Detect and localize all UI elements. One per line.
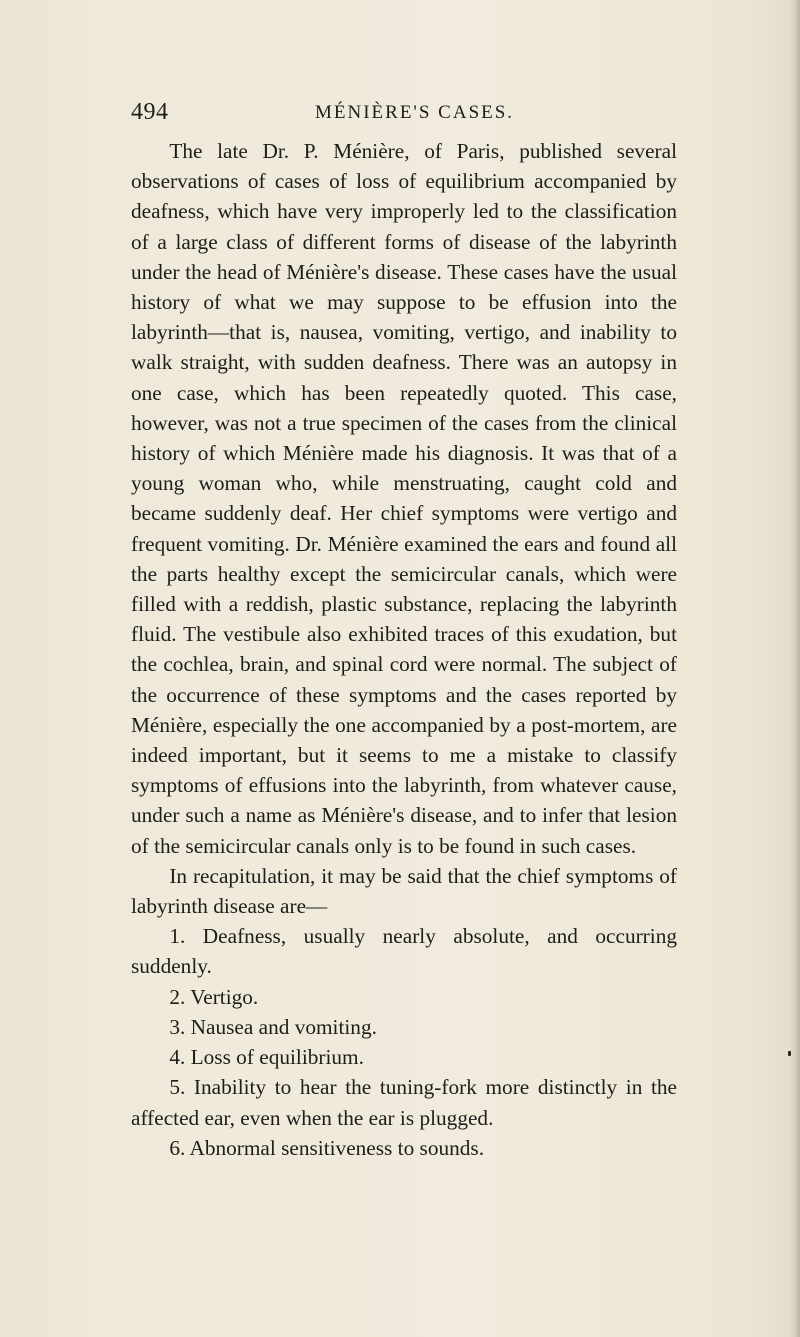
- list-item: 4. Loss of equilibrium.: [169, 1045, 364, 1070]
- body-text: [131, 136, 677, 1163]
- paragraph-recapitulation: In recapitulation, it may be said that the chief symptoms of labyrinth disease are—: [131, 863, 677, 919]
- page-edge-shadow: [790, 0, 800, 1337]
- list-item: 1. Deafness, usually nearly absolute, and occurring suddenly.: [131, 924, 677, 979]
- list-item: 5. Inability to hear the tuning-fork more distinctly in the affected ear, even when the ear is plugged.: [131, 1075, 677, 1130]
- running-head: MÉNIÈRE'S CASES.: [315, 102, 515, 123]
- page-number: 494: [131, 99, 169, 125]
- list-item: 2. Vertigo.: [169, 984, 259, 1009]
- page-header: [131, 99, 673, 129]
- list-item: 3. Nausea and vomiting.: [169, 1014, 377, 1039]
- symptom-list: [131, 921, 677, 1163]
- ink-speck: [788, 1051, 791, 1056]
- paragraph-meniere-observations: The late Dr. P. Ménière, of Paris, published several observations of cases of loss of equilibrium accompanied by deafness, which have very improperly led to the classification of a large class of different forms of disease of the labyrinth under the head of Ménière's disease. These cases have the usual history of what we may suppose to be effusion into the labyrinth—that is, nausea, vomiting, vertigo, and inability to walk straight, with sudden deafness. There was an autopsy in one case, which has been repeatedly quoted. This case, however, was not a true specimen of the cases from the clinical history of which Ménière made his diagnosis. It was that of a young woman who, while menstruating, caught cold and became suddenly deaf. Her chief symptoms were vertigo and frequent vomiting. Dr. Ménière examined the ears and found all the parts healthy except the semicircular canals, which were filled with a reddish, plastic substance, replacing the labyrinth fluid. The vestibule also exhibited traces of this exudation, but the cochlea, brain, and spinal cord were normal. The subject of the occurrence of these symptoms and the cases reported by Ménière, especially the one accompanied by a post-mortem, are indeed important, but it seems to me a mistake to classify symptoms of effusions into the labyrinth, from whatever cause, under such a name as Ménière's disease, and to infer that lesion of the semicircular canals only is to be found in such cases.: [131, 139, 677, 858]
- list-item: 6. Abnormal sensitiveness to sounds.: [169, 1135, 485, 1160]
